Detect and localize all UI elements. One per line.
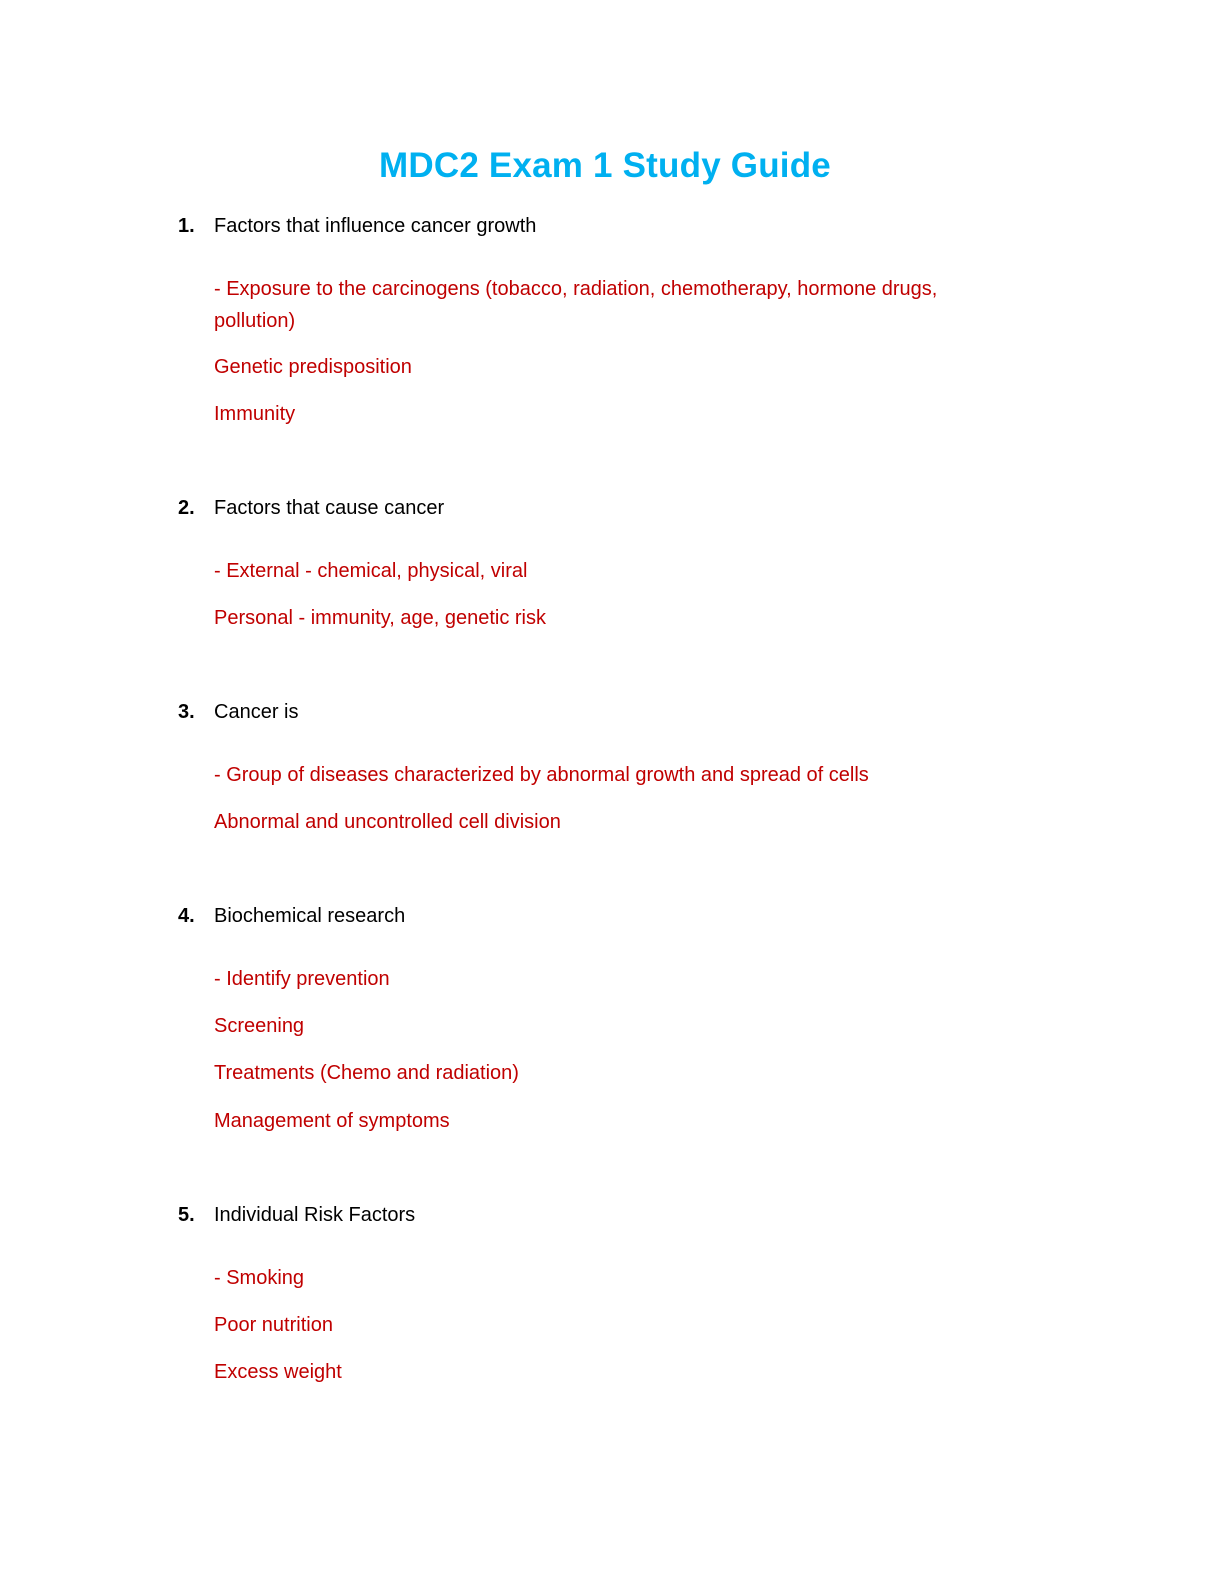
question-text: Cancer is [214,701,299,723]
question-number: 5. [178,1204,195,1226]
question-text: Individual Risk Factors [214,1204,416,1226]
question-number: 1. [178,215,195,237]
question-number: 4. [178,905,195,927]
answer-5-2: Poor nutrition [214,1314,333,1336]
answer-4-3: Treatments (Chemo and radiation) [214,1062,519,1084]
answer-2-1: - External - chemical, physical, viral [214,560,528,582]
question-number: 3. [178,701,195,723]
answer-2-2: Personal - immunity, age, genetic risk [214,607,546,629]
answer-5-1: - Smoking [214,1267,305,1289]
question-text: Biochemical research [214,905,406,927]
answer-1-2: Genetic predisposition [214,356,412,378]
answer-1-3: Immunity [214,403,296,425]
question-number: 2. [178,497,195,519]
question-text: Factors that cause cancer [214,497,445,519]
question-1 [178,211,536,241]
question-4 [178,901,405,931]
answer-4-4: Management of symptoms [214,1110,450,1132]
question-3 [178,697,298,727]
answer-1-1: - Exposure to the carcinogens (tobacco, radiation, chemotherapy, hormone drugs, pollution) [214,278,938,332]
question-2 [178,493,444,523]
answer-4-2: Screening [214,1015,305,1037]
answer-5-3: Excess weight [214,1361,342,1383]
answer-3-1: - Group of diseases characterized by abnormal growth and spread of cells [214,764,869,786]
answer-4-1: - Identify prevention [214,968,390,990]
question-5 [178,1200,415,1230]
answer-3-2: Abnormal and uncontrolled cell division [214,811,561,833]
page-title: MDC2 Exam 1 Study Guide [379,146,831,185]
question-text: Factors that influence cancer growth [214,215,537,237]
